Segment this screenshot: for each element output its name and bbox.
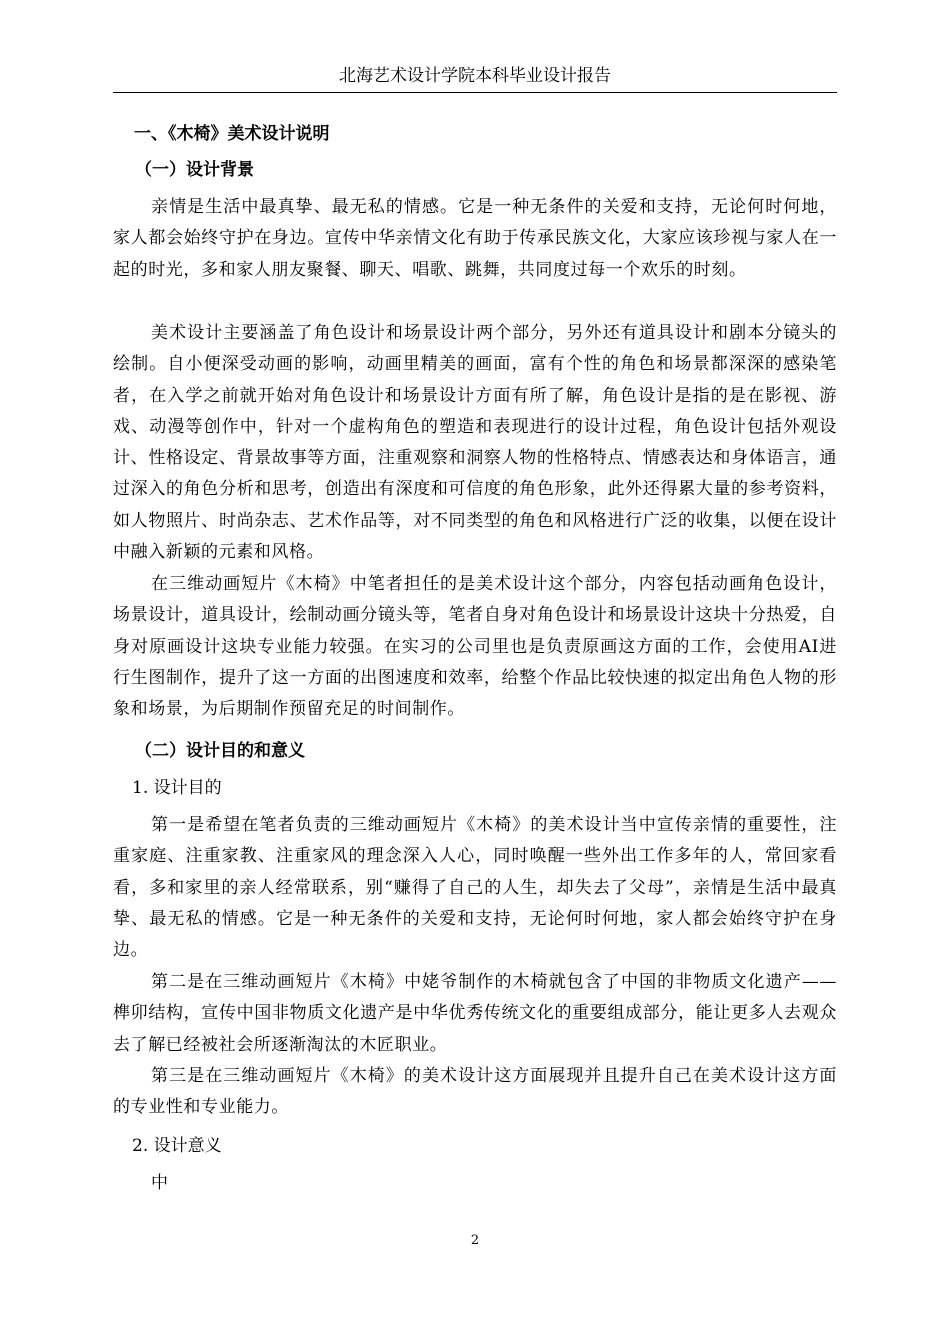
page-number: 2 bbox=[470, 1233, 480, 1248]
paragraph-purpose-1: 第一是希望在笔者负责的三维动画短片《木椅》的美术设计当中宣传亲情的重要性，注重家庭、注重家教、注重家风的理念深入人心，同时唤醒一些外出工作多年的人，常回家看看，多和家里的亲人经常联系，别“赚得了自己的人生，却失去了父母”，亲情是生活中最真挚、最无私的情感。它是一种无条件的关爱和支持，无论何时何地，家人都会始终守护在身边。 bbox=[113, 815, 837, 961]
section-heading: 一、《木椅》美术设计说明 bbox=[134, 124, 330, 144]
item-heading-purpose: 1. 设计目的 bbox=[132, 778, 222, 798]
paragraph-background-3: 在三维动画短片《木椅》中笔者担任的是美术设计这个部分，内容包括动画角色设计，场景设计，道具设计，绘制动画分镜头等，笔者自身对角色设计和场景设计这块十分热爱，自身对原画设计这块专业能力较强。在实习的公司里也是负责原画这方面的工作，会使用AI进行生图制作，提升了这一方面的出图速度和效率，给整个作品比较快速的拟定出角色人物的形象和场景，为后期制作预留充足的时间制作。 bbox=[113, 574, 837, 720]
paragraph-background-2: 美术设计主要涵盖了角色设计和场景设计两个部分，另外还有道具设计和剧本分镜头的绘制。自小便深受动画的影响，动画里精美的画面，富有个性的角色和场景都深深的感染笔者，在入学之前就开始对角色设计和场景设计方面有所了解，角色设计是指的是在影视、游戏、动漫等创作中，针对一个虚构角色的塑造和表现进行的设计过程，角色设计包括外观设计、性格设定、背景故事等方面，注重观察和洞察人物的性格特点、情感表达和身体语言，通过深入的角色分析和思考，创造出有深度和可信度的角色形象，此外还得累大量的参考资料，如人物照片、时尚杂志、艺术作品等，对不同类型的角色和风格进行广泛的收集，以便在设计中融入新颖的元素和风格。 bbox=[113, 323, 837, 563]
header-divider bbox=[113, 92, 837, 93]
paragraph-significance-1: 中 bbox=[151, 1173, 169, 1193]
paragraph-purpose-3: 第三是在三维动画短片《木椅》的美术设计这方面展现并且提升自己在美术设计这方面的专业性和专业能力。 bbox=[113, 1066, 837, 1118]
item-heading-significance: 2. 设计意义 bbox=[132, 1136, 222, 1156]
subsection-heading-purpose: （二）设计目的和意义 bbox=[135, 741, 305, 761]
subsection-heading-background: （一）设计背景 bbox=[135, 160, 254, 180]
paragraph-background-1: 亲情是生活中最真挚、最无私的情感。它是一种无条件的关爱和支持，无论何时何地，家人都会始终守护在身边。宣传中华亲情文化有助于传承民族文化，大家应该珍视与家人在一起的时光，多和家人朋友聚餐、聊天、唱歌、跳舞，共同度过每一个欢乐的时刻。 bbox=[113, 197, 837, 280]
paragraph-purpose-2: 第二是在三维动画短片《木椅》中姥爷制作的木椅就包含了中国的非物质文化遗产——榫卯结构，宣传中国非物质文化遗产是中华优秀传统文化的重要组成部分，能让更多人去观众去了解已经被社会所逐渐淘汰的木匠职业。 bbox=[113, 972, 837, 1055]
running-header: 北海艺术设计学院本科毕业设计报告 bbox=[339, 66, 611, 86]
